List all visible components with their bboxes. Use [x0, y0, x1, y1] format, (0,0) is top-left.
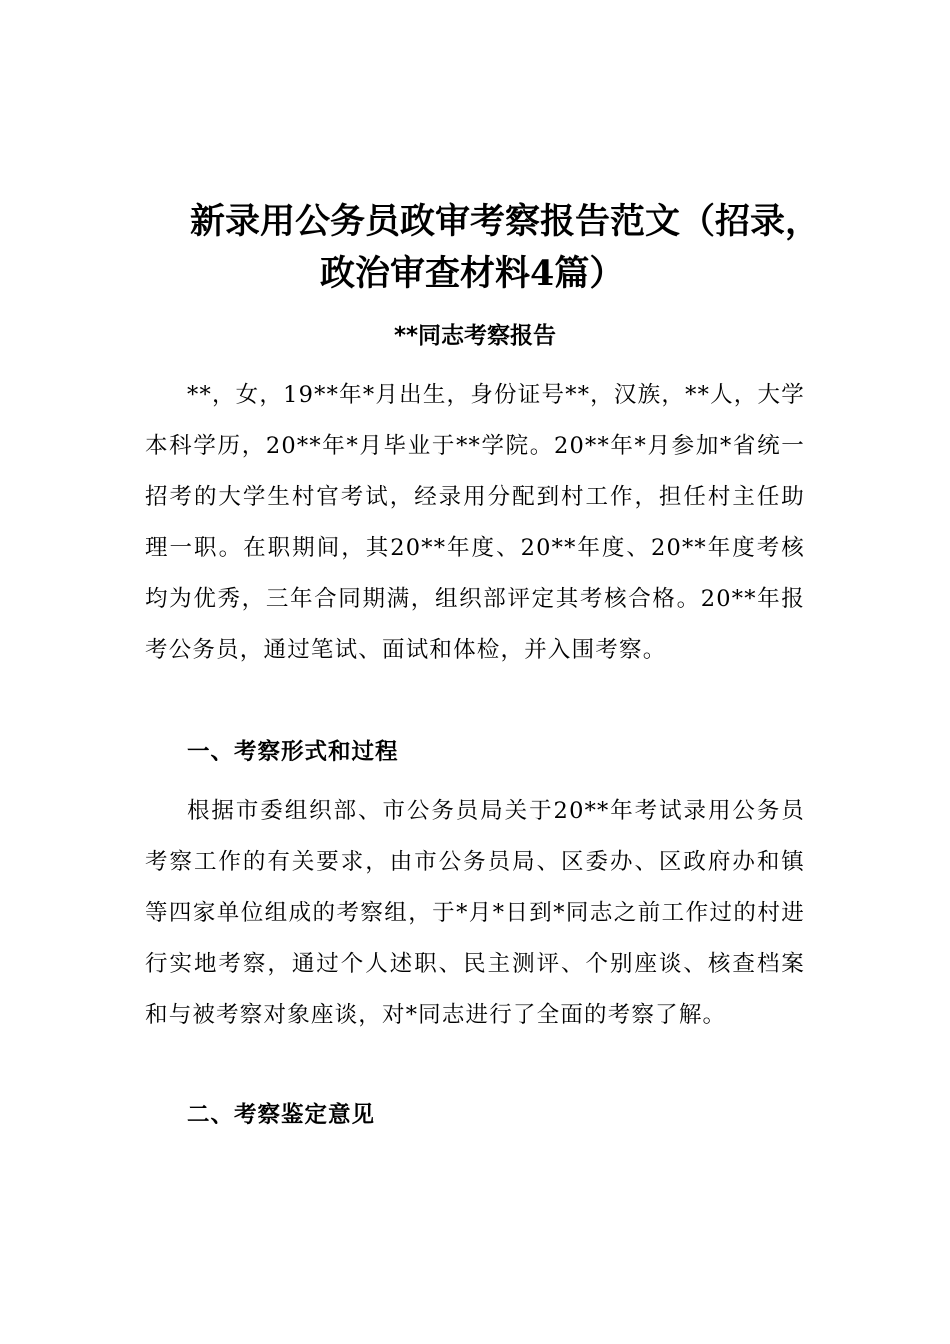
- section-heading-1: 一、考察形式和过程: [187, 739, 399, 765]
- document-title: [160, 196, 860, 300]
- paragraph-process: 根据市委组织部、市公务员局关于20**年考试录用公务员考察工作的有关要求，由市公务员局、区委办、区政府办和镇等四家单位组成的考察组，于*月*日到*同志之前工作过的村进行实地考察，通过个人述职、民主测评、个别座谈、核查档案和与被考察对象座谈，对*同志进行了全面的考察了解。: [145, 798, 805, 1028]
- title-line-1: 新录用公务员政审考察报告范文（招录，: [190, 201, 821, 242]
- section-heading-2: 二、考察鉴定意见: [187, 1102, 376, 1128]
- report-subtitle: **同志考察报告: [393, 323, 557, 349]
- paragraph-intro: **，女，19**年*月出生，身份证号**，汉族，**人，大学本科学历，20**年*月毕业于**学院。20**年*月参加*省统一招考的大学生村官考试，经录用分配到村工作，担任村主任助理一职。在职期间，其20**年度、20**年度、20**年度考核均为优秀，三年合同期满，组织部评定其考核合格。20**年报考公务员，通过笔试、面试和体检，并入围考察。: [145, 382, 805, 663]
- title-line-2: 政治审查材料4篇）: [320, 253, 625, 294]
